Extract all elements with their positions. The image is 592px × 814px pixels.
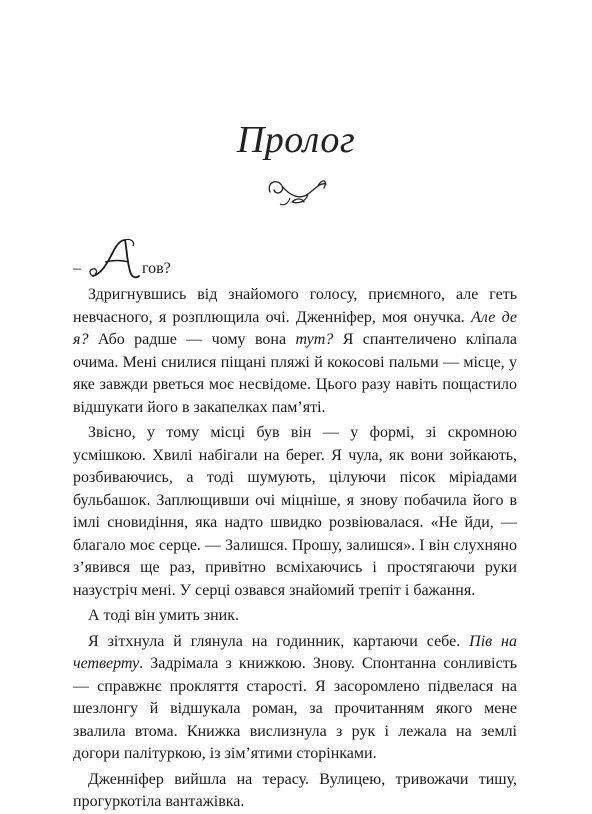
text-run: Я спантеличено кліпала очима. Мені снилися піщані пляжі й кокосові пальми — місце, у яке завжди рветься моє несвідоме. Цього разу навіть пощастило відшукати його в закапелках пам’яті. (73, 331, 517, 416)
text-run: А тоді він умить зник. (88, 607, 240, 624)
chapter-text (73, 250, 517, 814)
paragraph (73, 284, 517, 419)
italic-text-run: Але де я? (73, 308, 517, 348)
paragraph (73, 605, 517, 628)
paragraph (73, 422, 517, 602)
italic-text-run: тут? (295, 331, 334, 348)
chapter-title: Пролог (236, 119, 356, 161)
text-run: Звісно, у тому місці був він — у формі, зі скромною усмішкою. Хвилі набігали на берег. Я чула, як вони зойкають, розбиваючись, а тоді шумують, цілуючи пісок міріадами бульбашок. Заплющивши очі міцніше, я знову побачила його в імлі сновидіння, яка надто швидко розвіювалася. «Не йди, — благало моє серце. — Залишся. Прошу, залишся». І він слухняно з’явився ще раз, привітно всміхаючись і простягаючи руки назустріч мені. У серці озвався знайомий трепіт і бажання. (73, 424, 517, 599)
dialogue-dash: – (73, 260, 81, 277)
text-run: Або радше — чому вона (88, 331, 296, 348)
flourish-ornament-icon (262, 172, 332, 212)
text-run: Дженніфер вийшла на терасу. Вулицею, тривожачи тишу, прогуркотіла вантажівка. (73, 770, 517, 810)
paragraph (73, 769, 517, 814)
text-run: Я зітхнула й глянула на годинник, картаючи себе. (88, 632, 470, 650)
paragraph (73, 631, 517, 766)
drop-cap-letter-icon (87, 236, 141, 282)
italic-text-run: Пів на четверту (73, 632, 517, 672)
opening-text: гов? (142, 260, 171, 277)
text-run: . Задрімала з книжкою. Знову. Спонтанна сонливість — справжнє прокляття старості. Я засоромлено підвелася на шезлонгу й відшукала роман, за прочитанням якого мене звалила втома. Книжка вислизнула з рук і лежала на землі догори палітуркою, із зім’ятими сторінками. (73, 655, 517, 762)
opening-line (73, 250, 517, 284)
text-run: Здригнувшись від знайомого голосу, приємного, але геть невчасного, я розплющила очі. Дженніфер, моя онучка. (73, 286, 517, 326)
